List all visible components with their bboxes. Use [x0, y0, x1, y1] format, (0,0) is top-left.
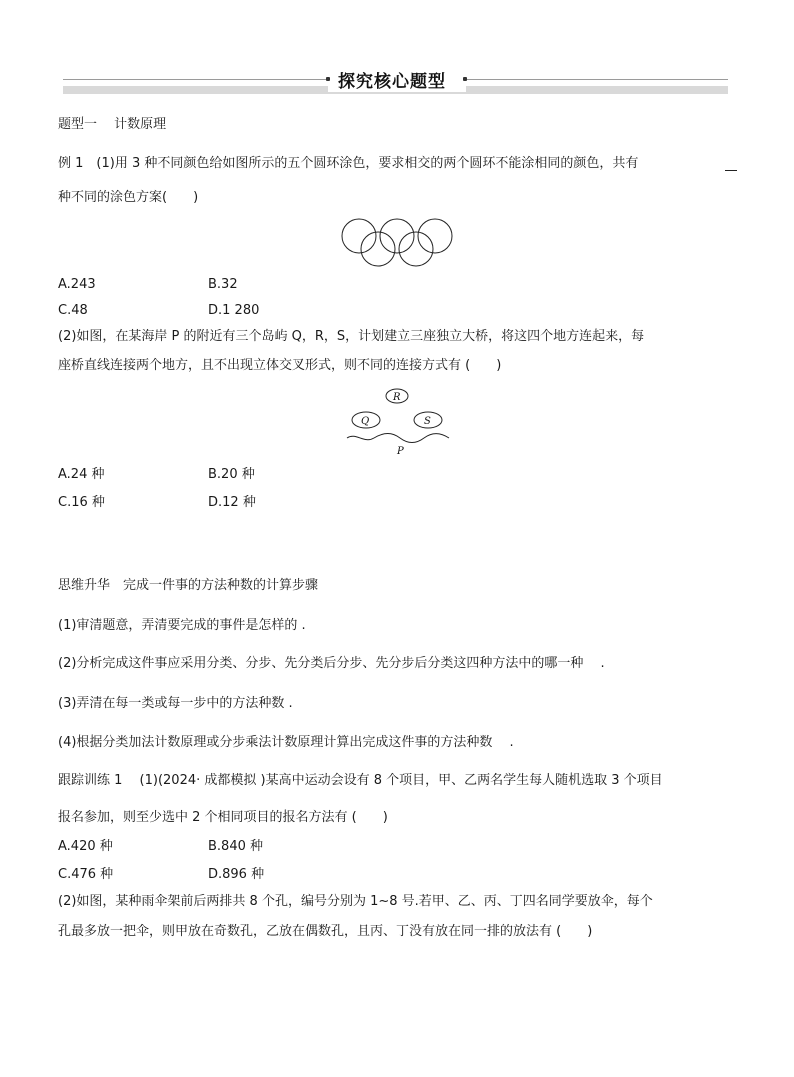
- practice-part2-line2: 孔最多放一把伞，则甲放在奇数孔，乙放在偶数孔，且丙、丁没有放在同一排的放法有 ( ): [58, 924, 593, 939]
- summary-step-4: (4)根据分类加法计数原理或分步乘法计数原理计算出完成这件事的方法种数 .: [58, 735, 514, 750]
- ex1-option-b: B.32: [208, 277, 238, 292]
- practice-option-b: B.840 种: [208, 839, 263, 854]
- coast-p-label: P: [397, 446, 404, 457]
- summary-step-3: (3)弄清在每一类或每一步中的方法种数 .: [58, 696, 293, 711]
- islands-figure: [344, 386, 454, 458]
- island-s-label: S: [424, 416, 431, 427]
- practice-option-a: A.420 种: [58, 839, 113, 854]
- ex1-part2-option-a: A.24 种: [58, 467, 105, 482]
- header-dot-left: [326, 77, 330, 81]
- ex1-part1-line2: 种不同的涂色方案( ): [58, 190, 199, 205]
- ex1-part2-line2: 座桥直线连接两个地方，且不出现立体交叉形式，则不同的连接方式有 ( ): [58, 358, 502, 373]
- island-r-label: R: [393, 392, 401, 403]
- summary-title: 思维升华 完成一件事的方法种数的计算步骤: [58, 578, 319, 593]
- practice-line1: 跟踪训练 1 (1)(2024· 成都模拟 )某高中运动会设有 8 个项目，甲、乙两名学生每人随机选取 3 个项目: [58, 773, 663, 788]
- practice-part2-line1: (2)如图，某种雨伞架前后两排共 8 个孔，编号分别为 1~8 号.若甲、乙、丙、丁四名同学要放伞，每个: [58, 894, 653, 909]
- answer-blank: [725, 158, 737, 171]
- ex1-part2-line1: (2)如图，在某海岸 P 的附近有三个岛屿 Q，R，S，计划建立三座独立大桥，将这四个地方连起来，每: [58, 329, 645, 344]
- ex1-option-a: A.243: [58, 277, 96, 292]
- header-dot-right: [463, 77, 467, 81]
- ex1-part2-option-d: D.12 种: [208, 495, 256, 510]
- ex1-part1-line1: 例 1 (1)用 3 种不同颜色给如图所示的五个圆环涂色，要求相交的两个圆环不能涂相同的颜色，共有: [58, 156, 639, 171]
- practice-line2: 报名参加，则至少选中 2 个相同项目的报名方法有 ( ): [58, 810, 388, 825]
- type1-heading: 题型一 计数原理: [58, 117, 167, 132]
- island-q-label: Q: [361, 416, 370, 427]
- ex1-option-c: C.48: [58, 303, 88, 318]
- practice-option-d: D.896 种: [208, 867, 265, 882]
- ex1-part2-option-c: C.16 种: [58, 495, 105, 510]
- summary-step-1: (1)审清题意，弄清要完成的事件是怎样的 .: [58, 618, 306, 633]
- summary-step-2: (2)分析完成这件事应采用分类、分步、先分类后分步、先分步后分类这四种方法中的哪一种 .: [58, 656, 605, 671]
- practice-option-c: C.476 种: [58, 867, 114, 882]
- five-rings-figure: [336, 214, 460, 270]
- section-title: 探究核心题型: [338, 72, 446, 92]
- ex1-part2-option-b: B.20 种: [208, 467, 255, 482]
- ex1-option-d: D.1 280: [208, 303, 260, 318]
